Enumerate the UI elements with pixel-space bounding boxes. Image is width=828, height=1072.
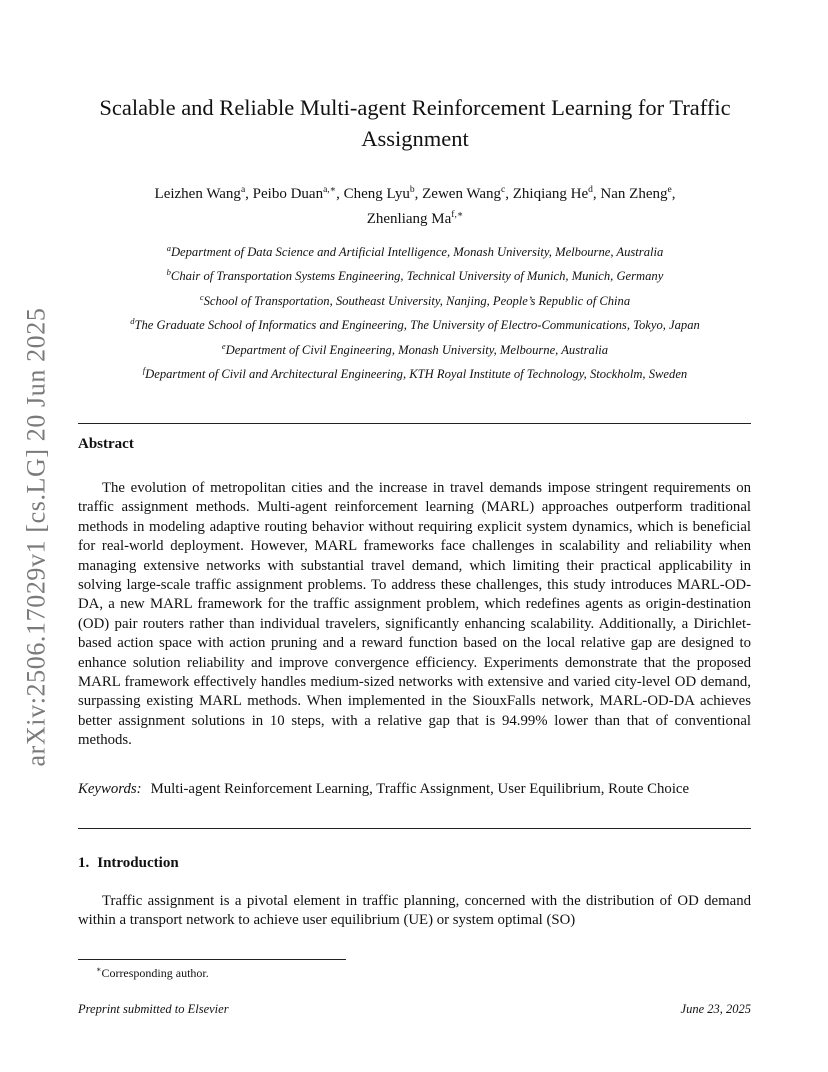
affiliation: [70, 311, 760, 335]
section-title: Introduction: [97, 855, 179, 871]
affiliation-mark: c: [199, 291, 204, 302]
affiliation-mark: b: [166, 267, 171, 278]
footnote-rule: [78, 959, 346, 960]
footer-journal: Preprint submitted to Elsevier: [78, 1002, 229, 1016]
author: [253, 186, 336, 202]
author-name: Leizhen Wang: [154, 186, 241, 202]
author-mark: a: [240, 185, 246, 195]
author-name: Peibo Duan: [252, 186, 324, 202]
affiliation: [70, 360, 760, 384]
abstract-top-rule: [78, 423, 751, 424]
affiliation-text: Department of Data Science and Artificial Intelligence, Monash University, Melbourne, Australia: [170, 245, 664, 259]
affiliation-list: [70, 238, 760, 384]
author-name: Zhenliang Ma: [366, 211, 452, 227]
affiliation-text: Chair of Transportation Systems Engineering, Technical University of Munich, Munich, Germany: [170, 269, 664, 284]
affiliation: [70, 336, 760, 360]
author-mark: e: [667, 185, 672, 195]
affiliation-text: School of Transportation, Southeast University, Nanjing, People’s Republic of China: [203, 293, 631, 308]
affiliation-mark: d: [130, 316, 135, 327]
footnote: [96, 962, 209, 981]
keywords-label: Keywords:: [78, 781, 142, 797]
author-name: Zhiqiang He: [512, 186, 589, 202]
paper-title: Scalable and Reliable Multi-agent Reinforcement Learning for Traffic Assignment: [99, 95, 731, 151]
footnote-mark: ∗: [96, 965, 102, 974]
author-name: Cheng Lyu: [343, 186, 410, 202]
affiliation-mark: f: [142, 364, 146, 375]
author: [344, 186, 415, 202]
author-mark: a,∗: [323, 185, 337, 195]
author: [513, 186, 593, 202]
footnote-text: Corresponding author.: [101, 966, 209, 980]
author-mark: c: [501, 185, 506, 195]
affiliation: [70, 238, 760, 262]
affiliation-text: The Graduate School of Informatics and Engineering, The University of Electro-Communications, Tokyo, Japan: [134, 318, 700, 333]
author-mark: f,∗: [451, 210, 464, 220]
affiliation-mark: a: [166, 243, 171, 253]
arxiv-stamp: [12, 302, 60, 772]
author-list: Leizhen Wang$^a$, Peibo Duan$^{a,∗}$, Cheng Lyu$^b$, Zewen Wang$^c$, Zhiqiang He$^d$, Nan Zheng$^e$, Zhenliang $Ma^{f,∗}$: [154, 185, 676, 227]
affiliation: [70, 287, 760, 311]
section-number: 1.: [78, 855, 90, 871]
affiliation-mark: e: [221, 340, 226, 351]
author-name: Nan Zheng: [600, 186, 668, 202]
affiliation: [70, 262, 760, 286]
keywords-text: Multi-agent Reinforcement Learning, Traffic Assignment, User Equilibrium, Route Choice: [150, 781, 690, 797]
author: [600, 186, 671, 202]
abstract-body: The evolution of metropolitan cities and the increase in travel demands impose stringent requirements on traffic assignment methods. Multi-agent reinforcement learning (MARL) approaches outperform traditional methods in modeling adaptive routing behavior without requiring explicit system dynamics, which is beneficial for real-world deployment. However, MARL frameworks face challenges in scalability and reliability when managing extensive networks with substantial travel demand, which limiting their practical applicability in solving large-scale traffic assignment problems. To address these challenges, this study introduces MARL-OD-DA, a new MARL framework for the traffic assignment problem, which redefines agents as origin-destination (OD) pair routers rather than individual travelers, significantly enhancing scalability. Additionally, a Dirichlet-based action space with action pruning and a reward function based on the local relative gap are designed to enhance solution reliability and improve convergence efficiency. Experiments demonstrate that the proposed MARL framework effectively handles medium-sized networks with extensive and varied city-level OD demand, surpassing existing MARL methods. When implemented in the SiouxFalls network, MARL-OD-DA achieves better assignment solutions in 10 steps, with a relative gap that is 94.99% lower than that of conventional methods.: [78, 480, 751, 749]
affiliation-text: Department of Civil Engineering, Monash University, Melbourne, Australia: [225, 342, 609, 357]
introduction-heading: [78, 855, 179, 872]
author-mark: b: [409, 185, 415, 195]
abstract-bottom-rule: [78, 828, 751, 829]
arxiv-identifier: arXiv:2506.17029v1 [cs.LG] 20 Jun 2025: [21, 307, 51, 767]
author-mark: d: [588, 185, 593, 195]
author: [367, 211, 464, 227]
keywords: [78, 780, 751, 799]
footer-date: June 23, 2025: [680, 1002, 751, 1016]
affiliation-text: Department of Civil and Architectural Engineering, KTH Royal Institute of Technology, Stockholm, Sweden: [145, 366, 688, 381]
author: [155, 186, 246, 202]
author-name: Zewen Wang: [422, 186, 502, 202]
author: [422, 186, 505, 202]
introduction-paragraph: Traffic assignment is a pivotal element in traffic planning, concerned with the distribution of OD demand within a transport network to achieve user equilibrium (UE) or system optimal (SO): [78, 893, 751, 929]
abstract-heading: Abstract: [78, 436, 134, 452]
